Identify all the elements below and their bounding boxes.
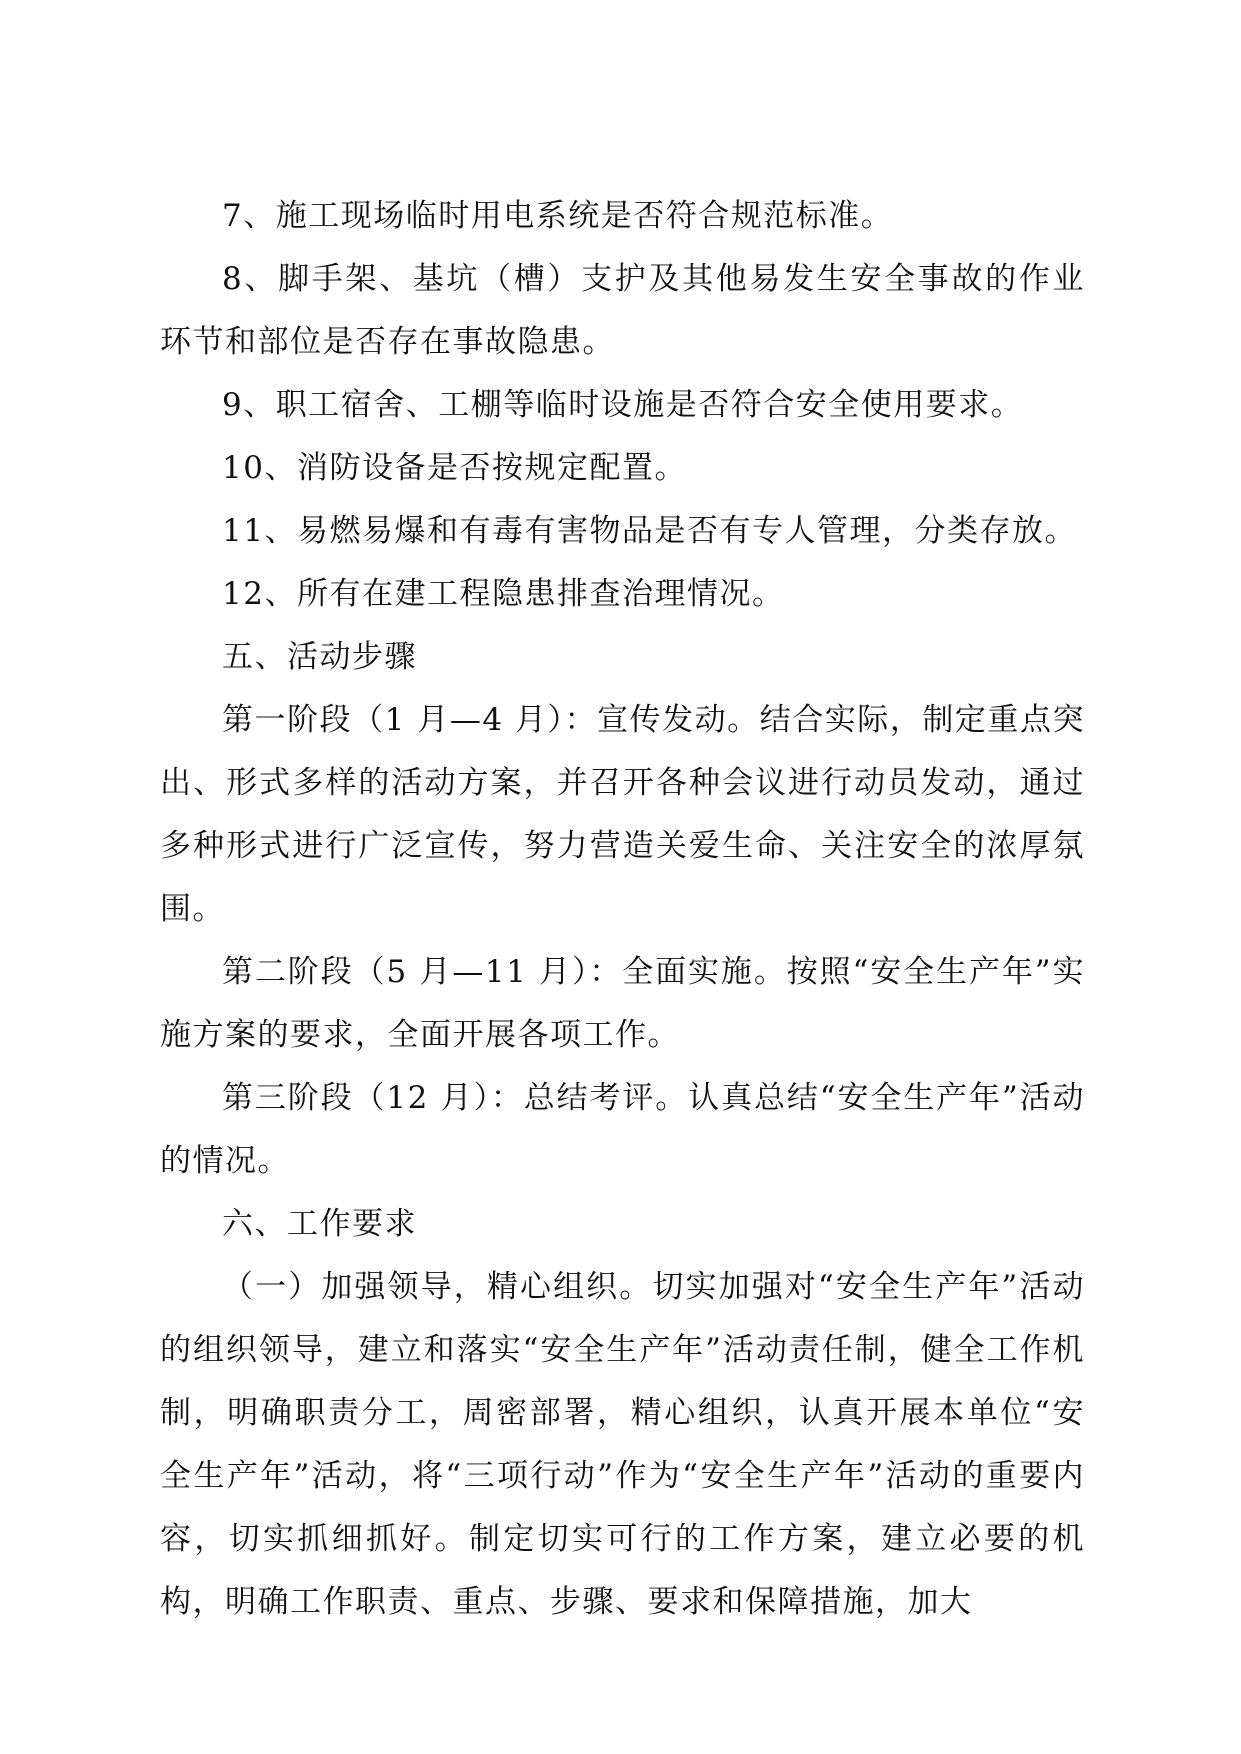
paragraph-item-12: 12、所有在建工程隐患排查治理情况。 <box>222 576 785 612</box>
document-body <box>160 185 1085 1634</box>
paragraph-item-11: 11、易燃易爆和有毒有害物品是否有专人管理，分类存放。 <box>222 513 1077 549</box>
paragraph-item-10: 10、消防设备是否按规定配置。 <box>222 450 687 486</box>
paragraph-stage-two: 第二阶段（5 月—11 月）：全面实施。按照“安全生产年”实施方案的要求，全面开展各项工作。 <box>160 954 1085 1053</box>
paragraph-item-8: 8、脚手架、基坑（槽）支护及其他易发生安全事故的作业环节和部位是否存在事故隐患。 <box>160 261 1085 360</box>
section-heading-steps: 五、活动步骤 <box>222 639 417 675</box>
paragraph-item-9: 9、职工宿舍、工棚等临时设施是否符合安全使用要求。 <box>222 387 1024 423</box>
paragraph-item-7: 7、施工现场临时用电系统是否符合规范标准。 <box>222 198 894 234</box>
section-heading-requirements: 六、工作要求 <box>222 1206 417 1242</box>
paragraph-stage-three: 第三阶段（12 月）：总结考评。认真总结“安全生产年”活动的情况。 <box>160 1080 1085 1179</box>
paragraph-requirement-one: （一）加强领导，精心组织。切实加强对“安全生产年”活动的组织领导，建立和落实“安全生产年”活动责任制，健全工作机制，明确职责分工，周密部署，精心组织，认真开展本单位“安全生产年”活动，将“三项行动”作为“安全生产年”活动的重要内容，切实抓细抓好。制定切实可行的工作方案，建立必要的机构，明确工作职责、重点、步骤、要求和保障措施，加大 <box>160 1269 1085 1620</box>
paragraph-stage-one: 第一阶段（1 月—4 月）：宣传发动。结合实际，制定重点突出、形式多样的活动方案，并召开各种会议进行动员发动，通过多种形式进行广泛宣传，努力营造关爱生命、关注安全的浓厚氛围。 <box>160 702 1085 927</box>
